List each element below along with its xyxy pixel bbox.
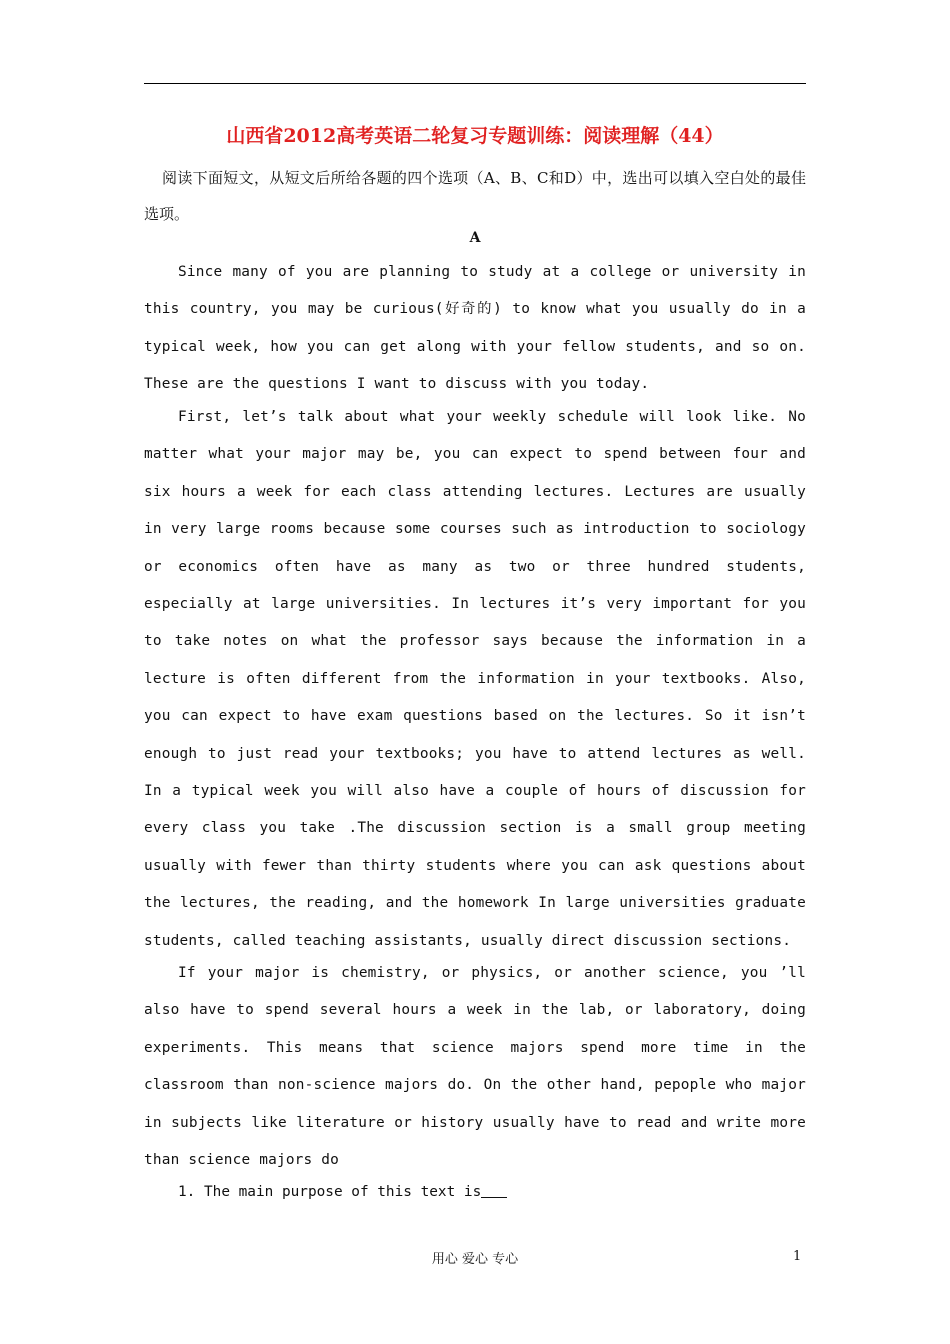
page-number: 1 — [793, 1249, 802, 1264]
document-title: 山西省2012高考英语二轮复习专题训练：阅读理解（44） — [226, 125, 724, 147]
passage-paragraph-3: If your major is chemistry, or physics, or another science, you ’ll also have to spend several hours a week in the lab, or laboratory, doing experiments. This means that science majors spend more time in the classroom than non-science majors do. On the other hand, pepople who major in subjects like literature or history usually have to read and write more than science majors do — [144, 965, 806, 1169]
passage-paragraph-1: Since many of you are planning to study at a college or university in this country, you may be curious(好奇的) to know what you usually do in a typical week, how you can get along with your fellow students, and so on. These are the questions I want to discuss with you today. — [144, 264, 806, 393]
instructions-text: 阅读下面短文，从短文后所给各题的四个选项（A、B、C和D）中，选出可以填入空白处的最佳选项。 — [144, 169, 806, 223]
passage-paragraph-2: First, let’s talk about what your weekly schedule will look like. No matter what your major may be, you can expect to spend between four and six hours a week for each class attending lectures. Lectures are usually in very large rooms because some courses such as introduction to sociology or economics often have as many as two or three hundred students, especially at large universities. In lectures it’s very important for you to take notes on what the professor says because the information in a lecture is often different from the information in your textbooks. Also, you can expect to have exam questions based on the lectures. So it isn’t enough to just read your textbooks; you have to attend lectures as well. In a typical week you will also have a couple of hours of discussion for every class you take .The discussion section is a small group meeting usually with fewer than thirty students where you can ask questions about the lectures, the reading, and the homework In large universities graduate students, called teaching assistants, usually direct discussion sections. — [144, 409, 806, 949]
question-1 — [178, 1184, 507, 1200]
header-rule — [144, 83, 806, 84]
answer-blank — [481, 1197, 507, 1198]
section-label: A — [469, 230, 481, 246]
question-1-text: 1. The main purpose of this text is — [178, 1184, 482, 1200]
footer-motto: 用心 爱心 专心 — [431, 1252, 519, 1267]
